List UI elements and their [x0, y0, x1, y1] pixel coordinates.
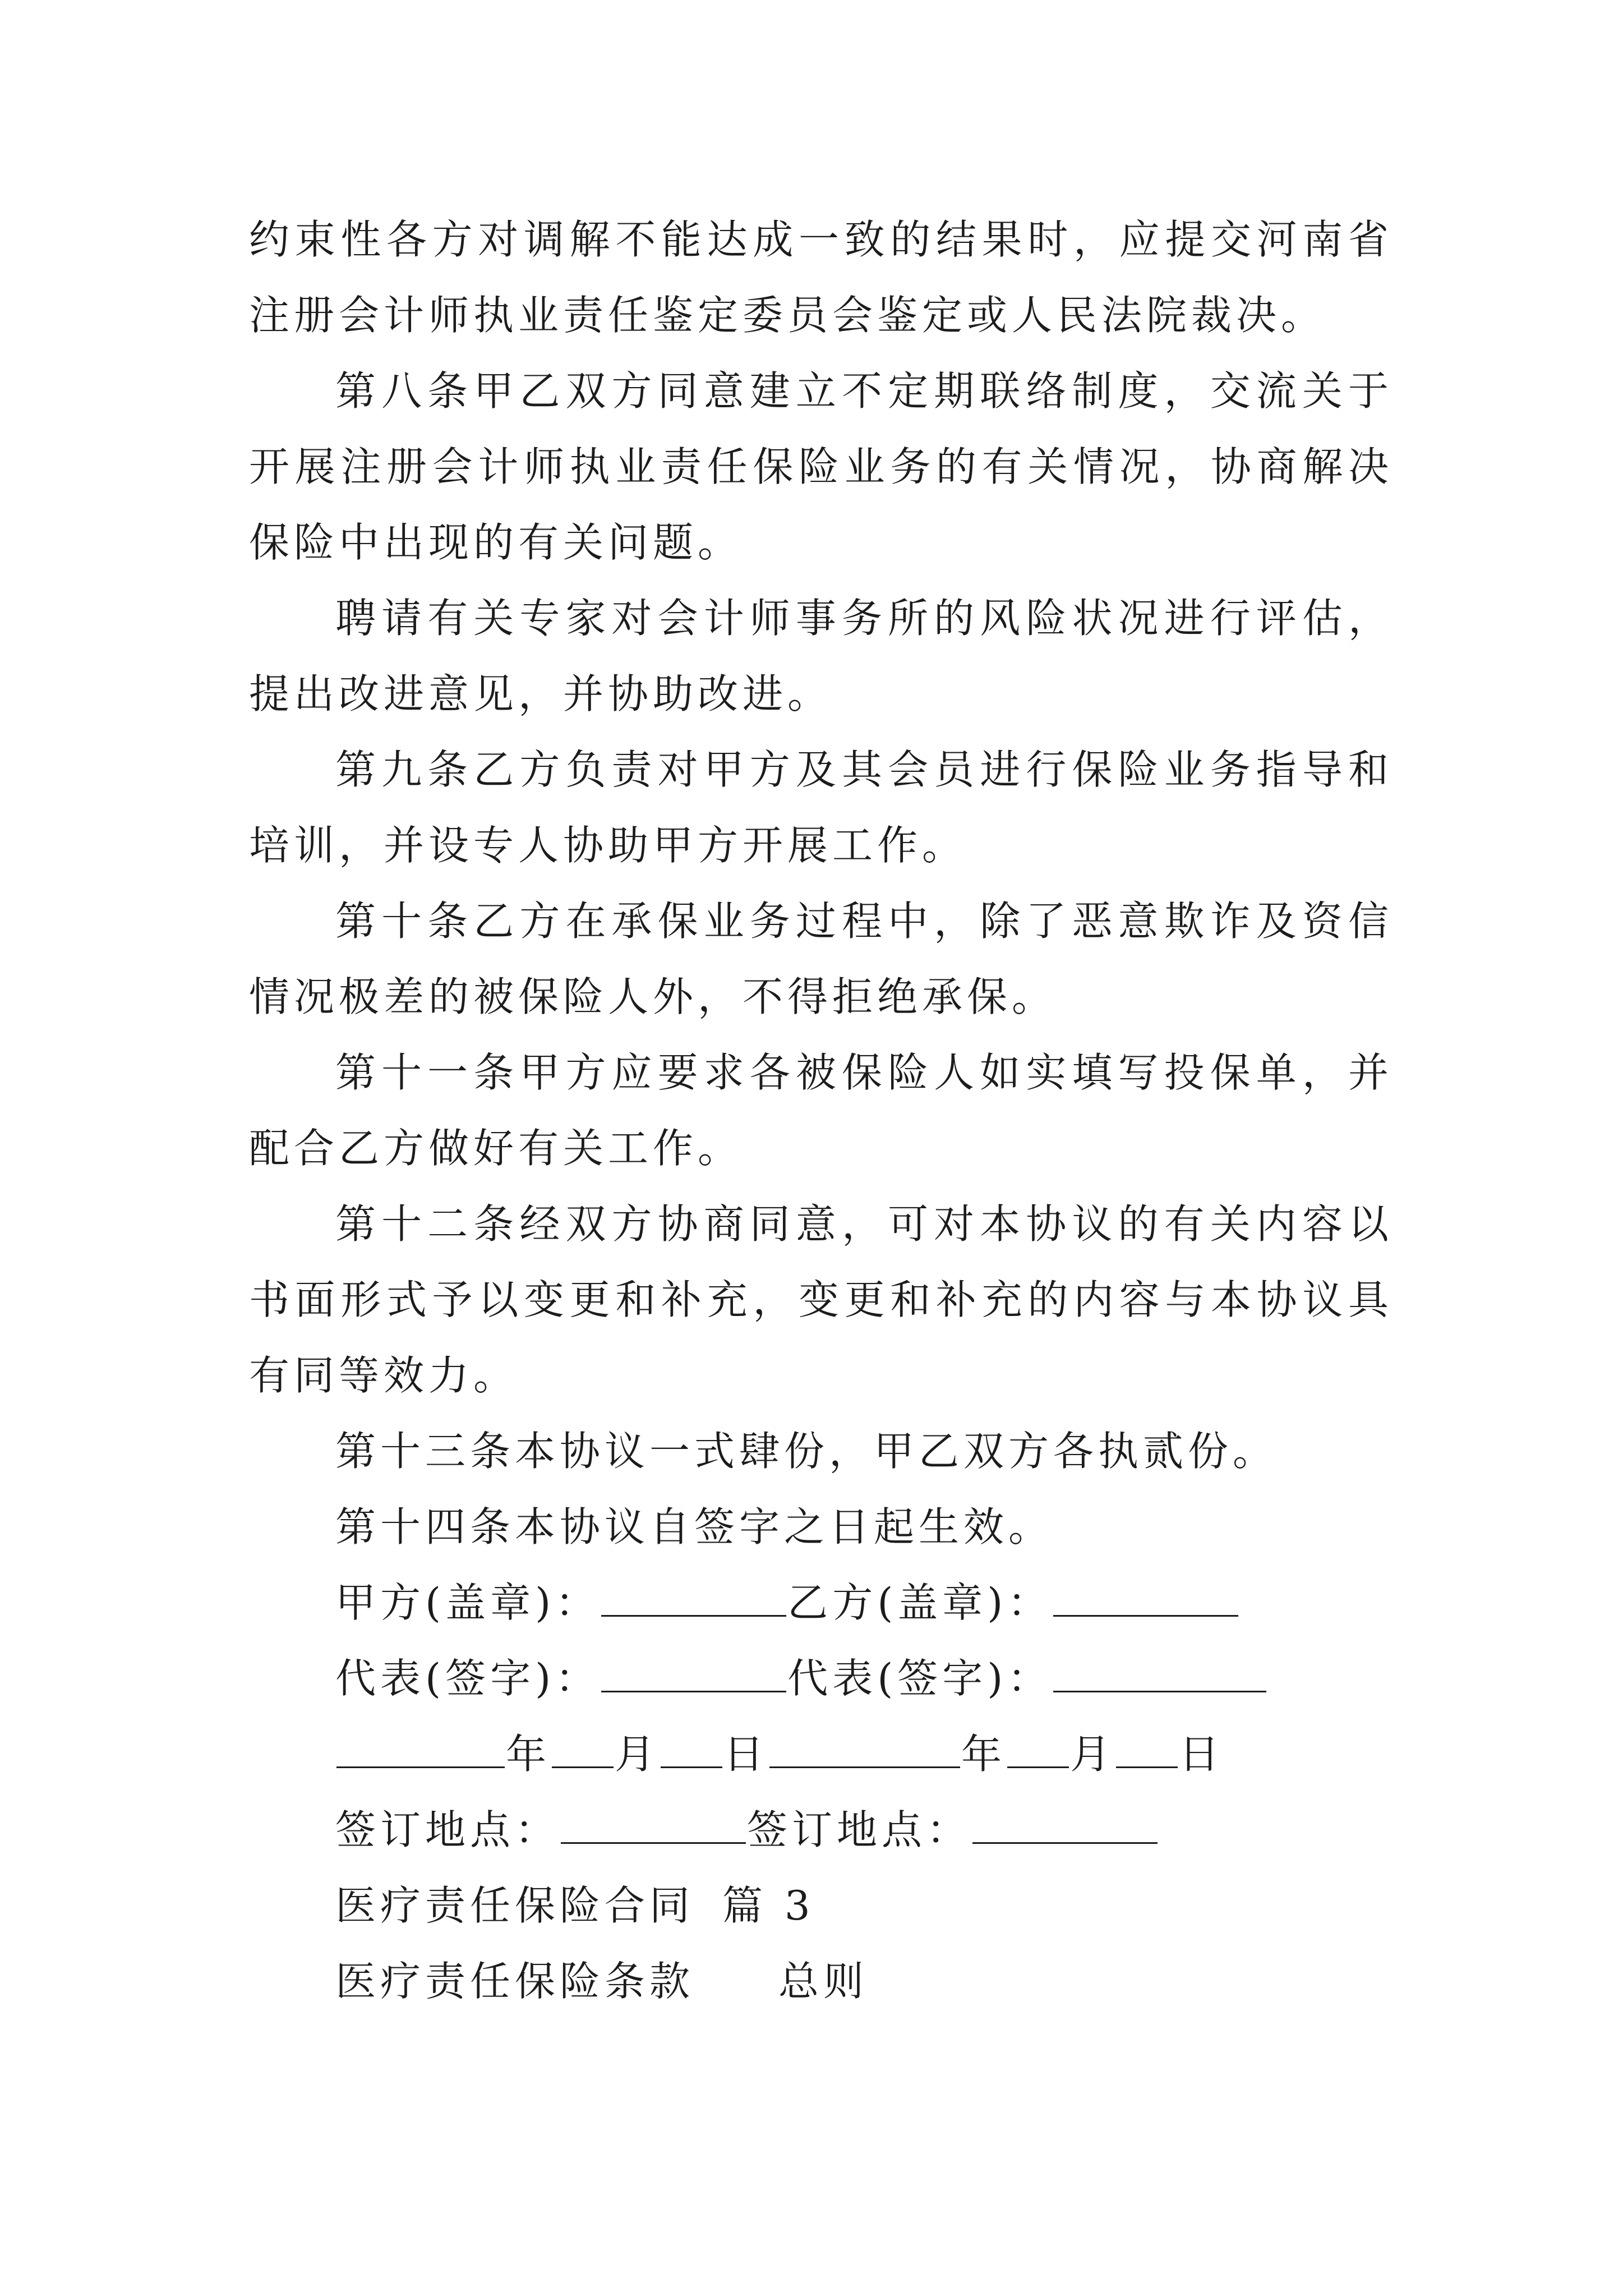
paragraph-dispute-resolution: 约束性各方对调解不能达成一致的结果时，应提交河南省注册会计师执业责任鉴定委员会鉴定或人民法院裁决。	[249, 216, 1393, 339]
paragraph-article-13: 第十三条本协议一式肆份，甲乙双方各执贰份。	[335, 1428, 1278, 1475]
party-a-month-label: 月	[615, 1731, 660, 1778]
place-a-blank	[561, 1809, 746, 1844]
paragraph-article-8: 第八条甲乙双方同意建立不定期联络制度，交流关于开展注册会计师执业责任保险业务的有关情况，协商解决保险中出现的有关问题。	[249, 367, 1393, 566]
paragraph-article-12: 第十二条经双方协商同意，可对本协议的有关内容以书面形式予以变更和补充，变更和补充的内容与本协议具有同等效力。	[249, 1200, 1393, 1399]
party-b-month-blank	[1007, 1733, 1069, 1768]
section-title: 医疗责任保险合同	[335, 1882, 695, 1929]
section-number: 篇 3	[722, 1882, 815, 1929]
clause-subtitle: 总则	[778, 1958, 869, 2005]
date-line	[249, 1717, 1393, 1792]
clause-heading	[249, 1944, 1393, 2019]
paragraph-article-14: 第十四条本协议自签字之日起生效。	[335, 1503, 1054, 1550]
section-heading	[249, 1868, 1393, 1944]
party-a-day-blank	[661, 1733, 722, 1768]
party-b-year-label: 年	[961, 1731, 1007, 1778]
seal-line	[249, 1565, 1393, 1641]
document-body	[249, 202, 1393, 2019]
paragraph-expert-evaluation: 聘请有关专家对会计师事务所的风险状况进行评估，提出改进意见，并协助改进。	[249, 595, 1393, 717]
paragraph-article-10: 第十条乙方在承保业务过程中，除了恶意欺诈及资信情况极差的被保险人外，不得拒绝承保。	[249, 898, 1393, 1020]
party-a-year-label: 年	[506, 1731, 551, 1778]
place-b-blank	[972, 1809, 1158, 1844]
clause-title: 医疗责任保险条款	[335, 1958, 695, 2005]
party-a-seal-blank	[601, 1581, 786, 1617]
party-a-rep-label: 代表(签字)：	[335, 1655, 601, 1702]
party-a-rep-blank	[601, 1657, 786, 1692]
party-b-rep-label: 代表(签字)：	[787, 1655, 1053, 1702]
party-b-seal-blank	[1053, 1581, 1238, 1617]
place-b-label: 签订地点：	[747, 1806, 972, 1853]
party-b-day-blank	[1116, 1733, 1178, 1768]
paragraph-article-11: 第十一条甲方应要求各被保险人如实填写投保单，并配合乙方做好有关工作。	[249, 1049, 1393, 1172]
party-b-rep-blank	[1053, 1657, 1266, 1692]
place-a-label: 签订地点：	[335, 1806, 560, 1853]
party-a-day-label: 日	[723, 1731, 769, 1778]
paragraph-article-9: 第九条乙方负责对甲方及其会员进行保险业务指导和培训，并设专人协助甲方开展工作。	[249, 746, 1393, 869]
party-a-seal-label: 甲方(盖章)：	[335, 1579, 601, 1626]
party-a-year-blank	[336, 1733, 505, 1768]
party-b-seal-label: 乙方(盖章)：	[787, 1579, 1053, 1626]
signing-place-line	[249, 1792, 1393, 1868]
party-b-month-label: 月	[1070, 1731, 1115, 1778]
party-b-year-blank	[769, 1733, 960, 1768]
party-b-day-label: 日	[1179, 1731, 1224, 1778]
party-a-month-blank	[552, 1733, 614, 1768]
representative-line	[249, 1641, 1393, 1717]
